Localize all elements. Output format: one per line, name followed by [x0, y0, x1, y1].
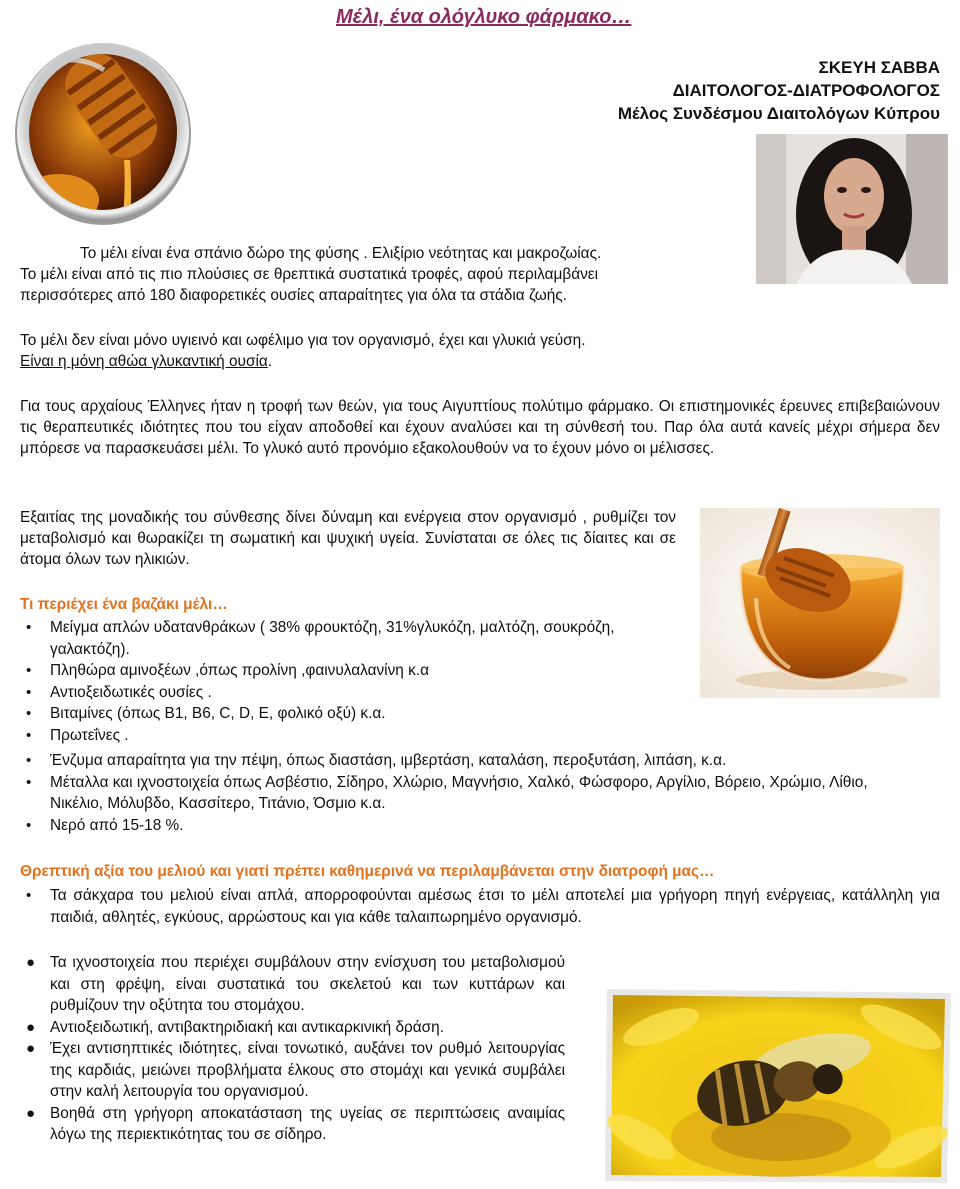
bullet-icon: • [26, 773, 32, 791]
list-item: • Νερό από 15-18 %. [20, 815, 920, 837]
intro-line-2: Το μέλι είναι από τις πιο πλούσιες σε θρεπτικά συστατικά τροφές, αφού περιλαμβάνει [20, 266, 599, 283]
section2-list [20, 952, 565, 1146]
page-title: Μέλι, ένα ολόγλυκο φάρμακο… [336, 6, 632, 28]
bullet-icon: • [26, 662, 32, 679]
bullet-icon: • [26, 683, 32, 701]
list-item: ● Έχει αντισηπτικές ιδιότητες, είναι τονωτικό, αυξάνει τον ρυθμό λειτουργίας της καρδιάς, μειώνει προβλήματα έλκους στο στομάχι και γενικά συμβάλει στην καλή λειτουργία του οργανισμού. [26, 1040, 565, 1100]
bullet-icon: ● [26, 1040, 36, 1057]
section1-list [20, 617, 680, 746]
author-portrait [756, 134, 948, 284]
bullet-icon: ● [26, 1104, 36, 1122]
list-item: • Αντιοξειδωτικές ουσίες . [20, 682, 680, 704]
section1-list-wide [20, 750, 920, 836]
list-item: • Πρωτεΐνες . [20, 725, 680, 747]
honey-glass-photo [700, 508, 940, 698]
para2-line-2: Είναι η μόνη αθώα γλυκαντική ουσία. [20, 353, 273, 370]
bee-on-flower-photo [601, 987, 957, 1187]
intro-line-1: Το μέλι είναι ένα σπάνιο δώρο της φύσης . Ελιξίριο νεότητας και μακροζωίας. [80, 245, 602, 262]
intro-line-3: περισσότερες από 180 διαφορετικές ουσίες απαραίτητες για όλα τα στάδια ζωής. [20, 287, 567, 304]
bullet-icon: ● [26, 954, 36, 971]
list-item: • Πληθώρα αμινοξέων ,όπως προλίνη ,φαινυλαλανίνη κ.α [20, 660, 680, 682]
bullet-icon: • [26, 726, 32, 744]
list-item: • Μείγμα απλών υδατανθράκων ( 38% φρουκτόζη, 31%γλυκόζη, μαλτόζη, σουκρόζη, γαλακτόζη). [26, 619, 615, 658]
list-item: ● Βοηθά στη γρήγορη αποκατάσταση της υγείας σε περιπτώσεις αναιμίας λόγω της περιεκτικότητας του σε σίδηρο. [26, 1104, 565, 1143]
para2-line-1: Το μέλι δεν είναι μόνο υγιεινό και ωφέλιμο για τον οργανισμό, έχει και γλυκιά γεύση. [20, 332, 586, 349]
author-membership: Μέλος Συνδέσμου Διαιτολόγων Κύπρου [617, 104, 940, 123]
para3: Για τους αρχαίους Έλληνες ήταν η τροφή των θεών, για τους Αιγυπτίους πολύτιμο φάρμακο. Οι επιστημονικές έρευνες επιβεβαιώνουν τις θεραπευτικές ιδιότητες που του είχαν αποδοθεί και έχουν αναλύσει και τη σύνθεσή του. Παρ όλα αυτά κανείς μέχρι σήμερα δεν μπόρεσε να παρασκευάσει μέλι. Το γλυκό αυτό προνόμιο εξακολουθούν να το έχουν μόνο οι μέλισσες. [20, 398, 940, 457]
section1-heading: Τι περιέχει ένα βαζάκι μέλι… [20, 596, 228, 613]
author-name: ΣΚΕΥΗ ΣΑΒΒΑ [818, 58, 940, 77]
bullet-icon: • [26, 816, 32, 834]
bullet-icon: • [26, 887, 32, 904]
honey-dipper-photo [14, 40, 192, 226]
list-item: ● Τα ιχνοστοιχεία που περιέχει συμβάλουν στην ενίσχυση του μεταβολισμού και στη φρέψη, είναι συστατικά του σκελετού και των κυττάρων και ρυθμίζουν την οξύτητα του στομάχου. [26, 954, 565, 1014]
bullet-icon: • [26, 619, 32, 636]
bullet-icon: ● [26, 1018, 36, 1036]
bullet-icon: • [26, 705, 32, 722]
list-item: • Βιταμίνες (όπως Β1, Β6, C, D, E, φολικό οξύ) κ.α. [20, 703, 680, 725]
section2-heading: Θρεπτική αξία του μελιού και γιατί πρέπει καθημερινά να περιλαμβάνεται στην διατροφή μας… [20, 863, 715, 880]
list-item: • Ένζυμα απαραίτητα για την πέψη, όπως διαστάση, ιμβερτάση, καταλάση, περοξυτάση, λιπάση, κ.α. [20, 750, 920, 772]
author-role: ΔΙΑΙΤΟΛΟΓΟΣ-ΔΙΑΤΡΟΦΟΛΟΓΟΣ [672, 81, 940, 100]
list-item: • Μέταλλα και ιχνοστοιχεία όπως Ασβέστιο, Σίδηρο, Χλώριο, Μαγνήσιο, Χαλκό, Φώσφορο, Αργίλιο, Βόρειο, Χρώμιο, Λίθιο, Νικέλιο, Μόλυβδο, Κασσίτερο, Τιτάνιο, Όσμιο κ.α. [26, 773, 868, 812]
bullet-icon: • [26, 752, 32, 769]
list-item: ● Αντιοξειδωτική, αντιβακτηριδιακή και αντικαρκινική δράση. [20, 1017, 565, 1039]
section2-item-1: • Τα σάκχαρα του μελιού είναι απλά, απορροφούνται αμέσως έτσι το μέλι αποτελεί μια γρήγορη πηγή ενέργειας, κατάλληλη για παιδιά, αθλητές, εγκύους, αρρώστους και για κάθε ταλαιπωρημένο οργανισμό. [26, 887, 940, 926]
author-block [618, 56, 940, 125]
para4: Εξαιτίας της μοναδικής του σύνθεσης δίνει δύναμη και ενέργεια στον οργανισμό , ρυθμίζει τον μεταβολισμό και θωρακίζει τη σωματική και ψυχική υγεία. Συνίσταται σε όλες τις δίαιτες και σε άτομα όλων των ηλικιών. [20, 509, 676, 568]
para2-underlined: Είναι η μόνη αθώα γλυκαντική ουσία [20, 353, 268, 370]
